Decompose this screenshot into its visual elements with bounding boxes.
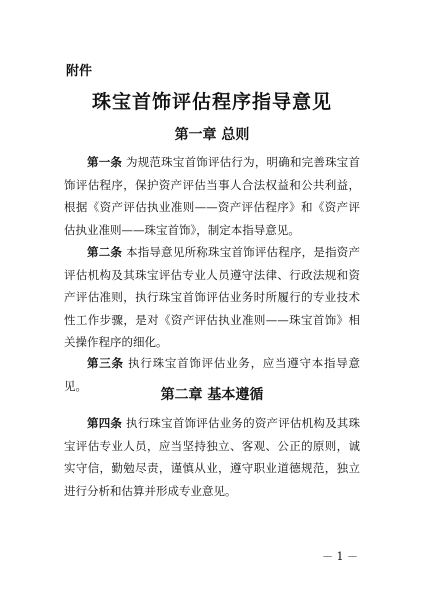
article-number: 第三条 [87, 356, 124, 370]
page-number: － 1 － [322, 550, 358, 563]
article-number: 第二条 [87, 245, 123, 259]
article-1 [64, 151, 360, 241]
attachment-label: 附件 [66, 64, 93, 79]
article-number: 第四条 [87, 416, 123, 430]
article-text: 本指导意见所称珠宝首饰评估程序，是指资产评估机构及其珠宝评估专业人员遵守法律、行政法规和资产评估准则，执行珠宝首饰评估业务时所履行的专业技术性工作步骤，是对《资产评估执业准则——珠宝首饰》相关操作程序的细化。 [64, 245, 361, 349]
article-2 [64, 241, 360, 354]
article-text: 执行珠宝首饰评估业务的资产评估机构及其珠宝评估专业人员，应当坚持独立、客观、公正的原则，诚实守信，勤勉尽责，谨慎从业，遵守职业道德规范，独立进行分析和估算并形成专业意见。 [64, 416, 361, 498]
chapter-heading-2: 第二章 基本遵循 [160, 387, 264, 403]
chapter-heading-1: 第一章 总则 [174, 127, 250, 143]
document-title: 珠宝首饰评估程序指导意见 [91, 91, 332, 113]
article-text: 为规范珠宝首饰评估行为，明确和完善珠宝首饰评估程序，保护资产评估当事人合法权益和公共利益，根据《资产评估执业准则——资产评估程序》和《资产评估执业准则——珠宝首饰》，制定本指导意见。 [64, 155, 361, 237]
article-text: 执行珠宝首饰评估业务，应当遵守本指导意见。 [64, 356, 361, 393]
article-4 [64, 412, 360, 502]
article-number: 第一条 [87, 155, 123, 169]
